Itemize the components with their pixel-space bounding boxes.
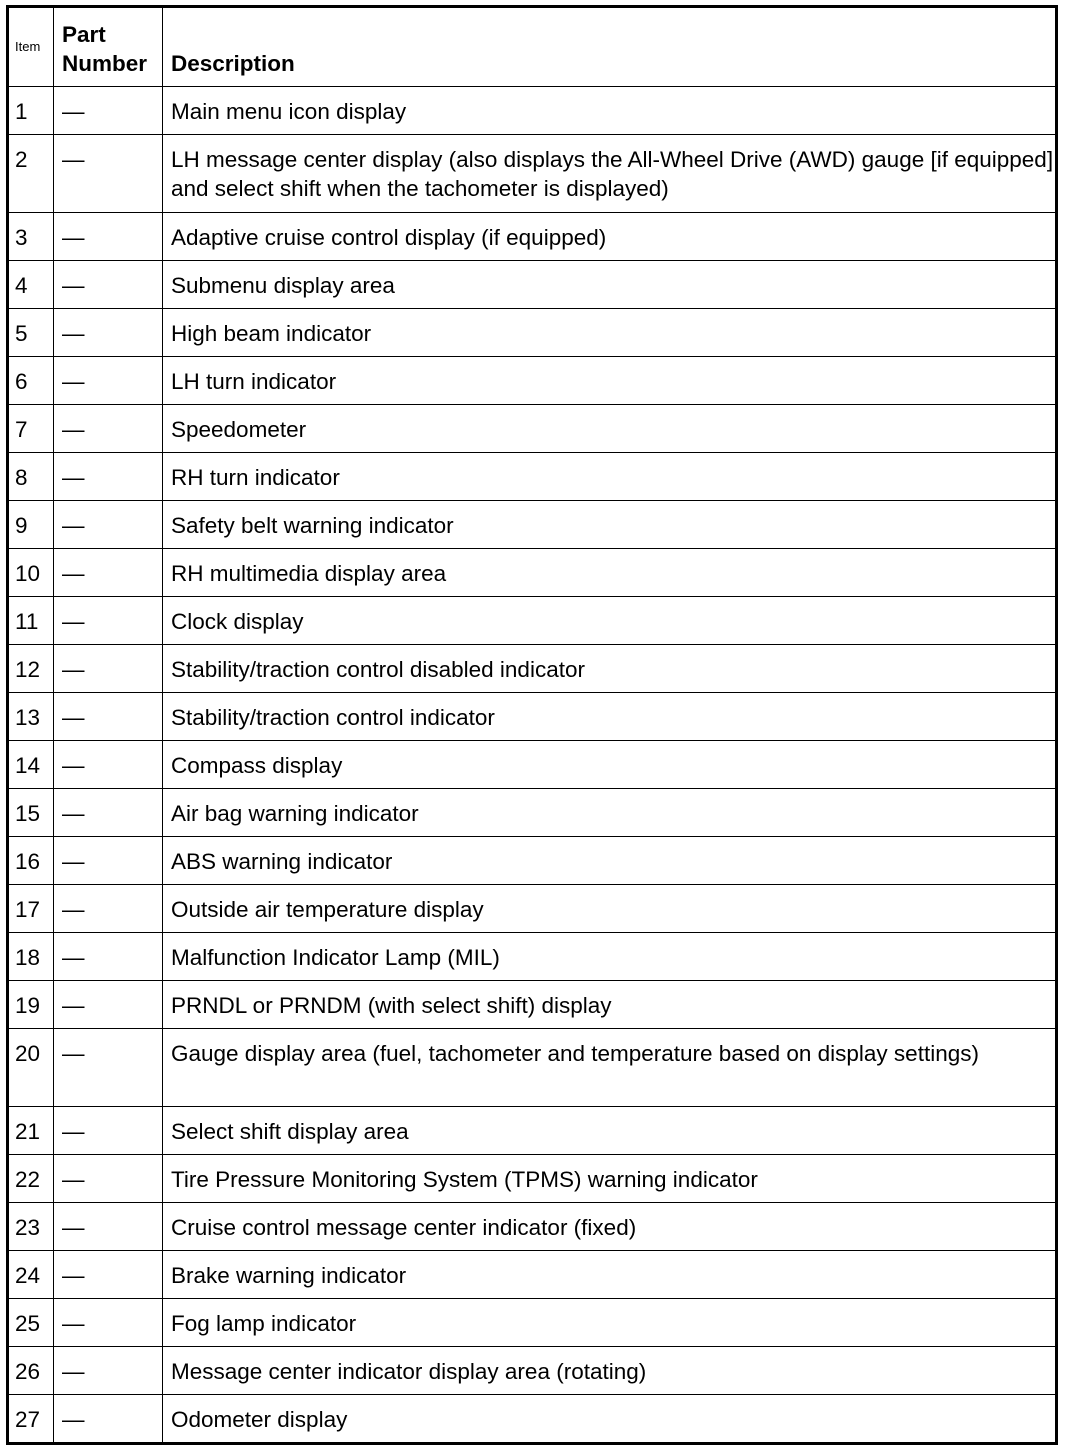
part-number: — [54,837,163,885]
part-number: — [54,1251,163,1299]
part-number: — [54,693,163,741]
table-row [8,1299,1057,1347]
table-row [8,405,1057,453]
description: Cruise control message center indicator (fixed) [163,1203,1057,1251]
table-row [8,453,1057,501]
description: LH turn indicator [163,357,1057,405]
part-number: — [54,933,163,981]
description: Odometer display [163,1395,1057,1444]
description: Clock display [163,597,1057,645]
item-number: 19 [8,981,54,1029]
description: Adaptive cruise control display (if equipped) [163,213,1057,261]
header-description: Description [163,7,1057,87]
item-number: 1 [8,87,54,135]
table-row [8,261,1057,309]
part-number: — [54,549,163,597]
item-number: 10 [8,549,54,597]
part-number: — [54,135,163,213]
part-number: — [54,1029,163,1107]
description: Safety belt warning indicator [163,501,1057,549]
description: Compass display [163,741,1057,789]
table-row [8,1203,1057,1251]
table-row [8,1251,1057,1299]
item-number: 12 [8,645,54,693]
part-number: — [54,1299,163,1347]
item-number: 14 [8,741,54,789]
item-number: 15 [8,789,54,837]
description: Submenu display area [163,261,1057,309]
part-number: — [54,213,163,261]
description: Speedometer [163,405,1057,453]
table-row [8,87,1057,135]
item-number: 26 [8,1347,54,1395]
item-number: 13 [8,693,54,741]
item-number: 23 [8,1203,54,1251]
part-number: — [54,1347,163,1395]
description: Gauge display area (fuel, tachometer and temperature based on display settings) [163,1029,1057,1107]
part-number: — [54,357,163,405]
part-number: — [54,1203,163,1251]
table-row [8,309,1057,357]
part-number: — [54,885,163,933]
description: LH message center display (also displays the All-Wheel Drive (AWD) gauge [if equipped] and select shift when the tachometer is displayed) [163,135,1057,213]
table-row [8,837,1057,885]
table-row [8,981,1057,1029]
header-part-number-line2: Number [62,51,148,76]
item-number: 7 [8,405,54,453]
description: Malfunction Indicator Lamp (MIL) [163,933,1057,981]
table-row [8,213,1057,261]
part-number: — [54,1107,163,1155]
description: High beam indicator [163,309,1057,357]
header-item: Item [8,7,54,87]
part-number: — [54,309,163,357]
description: Main menu icon display [163,87,1057,135]
description: Stability/traction control disabled indicator [163,645,1057,693]
table-row [8,1029,1057,1107]
description: Message center indicator display area (rotating) [163,1347,1057,1395]
table-row [8,1107,1057,1155]
table-row [8,933,1057,981]
table-row [8,885,1057,933]
table-row [8,549,1057,597]
table-row [8,1395,1057,1444]
description: Tire Pressure Monitoring System (TPMS) warning indicator [163,1155,1057,1203]
item-number: 25 [8,1299,54,1347]
part-number: — [54,981,163,1029]
header-part-number [54,7,163,87]
description: RH turn indicator [163,453,1057,501]
table-row [8,501,1057,549]
part-number: — [54,789,163,837]
item-number: 2 [8,135,54,213]
table-body [8,87,1057,1444]
parts-table [6,5,1058,1445]
header-part-number-line1: Part [62,22,106,47]
part-number: — [54,597,163,645]
item-number: 24 [8,1251,54,1299]
item-number: 27 [8,1395,54,1444]
part-number: — [54,741,163,789]
description: Brake warning indicator [163,1251,1057,1299]
item-number: 21 [8,1107,54,1155]
table-row [8,135,1057,213]
description: Stability/traction control indicator [163,693,1057,741]
table-row [8,357,1057,405]
part-number: — [54,453,163,501]
description: ABS warning indicator [163,837,1057,885]
description: RH multimedia display area [163,549,1057,597]
item-number: 9 [8,501,54,549]
table-row [8,1155,1057,1203]
part-number: — [54,1155,163,1203]
item-number: 8 [8,453,54,501]
item-number: 17 [8,885,54,933]
part-number: — [54,261,163,309]
table-row [8,597,1057,645]
item-number: 4 [8,261,54,309]
table-row [8,741,1057,789]
table-row [8,645,1057,693]
description: Fog lamp indicator [163,1299,1057,1347]
description: Outside air temperature display [163,885,1057,933]
part-number: — [54,1395,163,1444]
item-number: 11 [8,597,54,645]
description: Select shift display area [163,1107,1057,1155]
item-number: 16 [8,837,54,885]
part-number: — [54,405,163,453]
item-number: 22 [8,1155,54,1203]
item-number: 5 [8,309,54,357]
part-number: — [54,87,163,135]
table-row [8,789,1057,837]
description: PRNDL or PRNDM (with select shift) display [163,981,1057,1029]
table-row [8,693,1057,741]
item-number: 18 [8,933,54,981]
part-number: — [54,501,163,549]
item-number: 3 [8,213,54,261]
header-row [8,7,1057,87]
part-number: — [54,645,163,693]
description: Air bag warning indicator [163,789,1057,837]
item-number: 20 [8,1029,54,1107]
item-number: 6 [8,357,54,405]
table-row [8,1347,1057,1395]
